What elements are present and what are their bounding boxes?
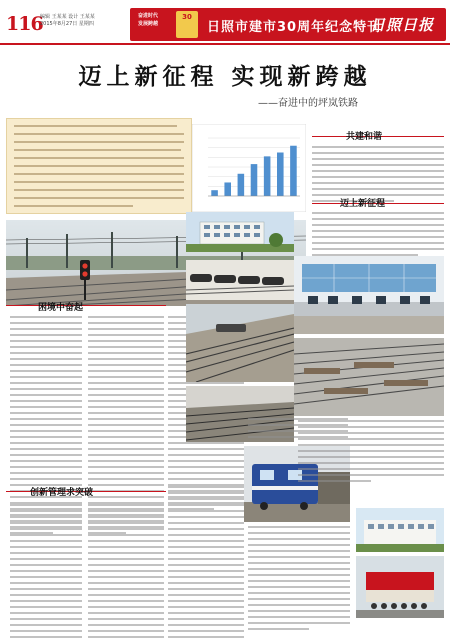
anniversary-banner (130, 8, 446, 41)
chart-bar (251, 164, 258, 196)
chart-bar (277, 153, 284, 197)
motto-line: 奋进时代 (138, 13, 159, 19)
railway-tracks-photo (186, 304, 294, 382)
community-event-photo (356, 556, 444, 618)
motto-line: 发展跨越 (138, 21, 159, 27)
text-column (168, 486, 244, 640)
control-room-photo (294, 256, 444, 334)
headline: 迈上新征程 实现新跨越 (78, 63, 372, 90)
chart-bar (290, 146, 297, 196)
text-column (312, 212, 444, 260)
meta-line: 编辑 王某某 设计 王某某 (40, 14, 95, 20)
growth-bar-chart (192, 124, 306, 212)
text-column (248, 526, 350, 634)
masthead (0, 0, 450, 44)
tank-train-photo (186, 260, 294, 300)
anniversary-seal-icon (176, 11, 198, 38)
banner-motto (138, 12, 176, 28)
chart-svg (192, 124, 306, 212)
section-heading-new-journey: 迈上新征程 (340, 199, 386, 209)
intro-box (6, 118, 192, 214)
chart-bar (211, 190, 218, 196)
section-rule (6, 305, 166, 306)
station-building-photo (356, 508, 444, 552)
page-meta (40, 14, 132, 28)
section-heading-struggle: 困境中奋起 (38, 303, 84, 313)
seal-number: 30 (182, 13, 192, 21)
chart-bar (264, 156, 271, 196)
section-heading-innovation: 创新管理求突破 (30, 488, 94, 498)
section-heading-harmony: 共建和谐 (346, 132, 383, 142)
text-column (10, 504, 82, 640)
subheadline: ——奋进中的坪岚铁路 (258, 98, 358, 109)
banner-title: 日照市建市30周年纪念特刊 (207, 20, 382, 35)
chart-bar (238, 174, 245, 196)
masthead-rule (0, 43, 450, 45)
page-number: 116 (6, 13, 43, 35)
office-building-photo (186, 212, 294, 252)
text-column (88, 504, 164, 640)
newspaper-logo: 日照日报 (369, 16, 434, 34)
text-column (298, 420, 444, 486)
meta-line: 2015年8月27日 星期四 (40, 21, 94, 27)
freight-yard-photo (294, 338, 444, 416)
chart-bar (224, 182, 231, 196)
